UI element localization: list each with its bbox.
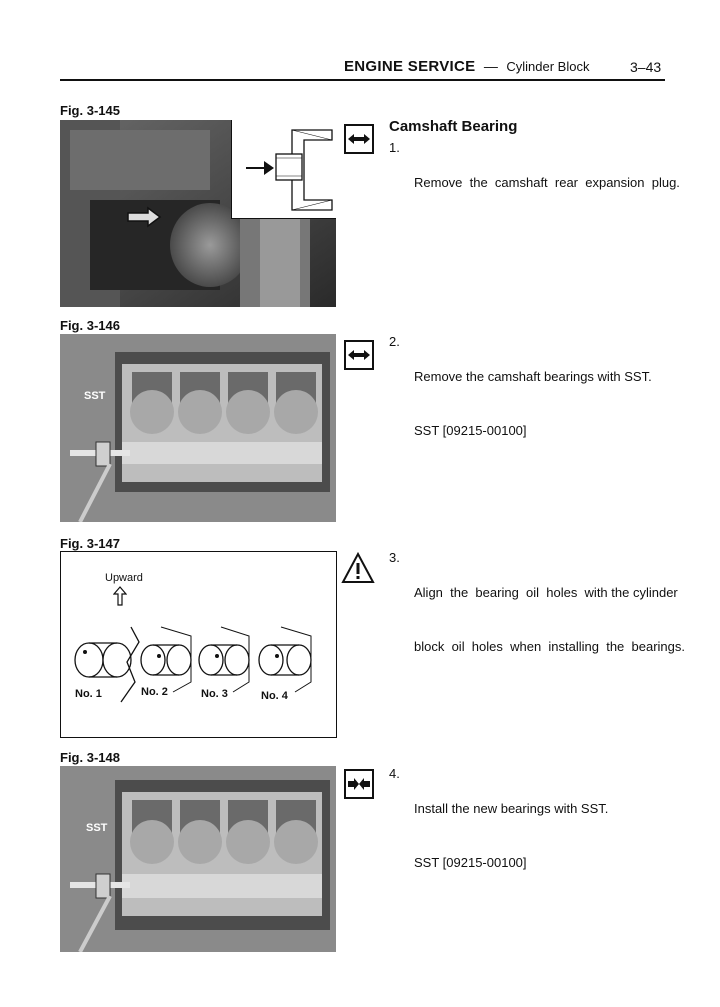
step-number: 3.: [389, 550, 400, 565]
header-rule: [60, 79, 665, 81]
inset-diagram: [231, 120, 336, 219]
cylinder-block-sst-photo: [60, 334, 336, 522]
remove-arrows-icon: [344, 340, 374, 370]
step-number: 4.: [389, 766, 400, 781]
step-number: 2.: [389, 334, 400, 349]
figure-label: Fig. 3-147: [60, 536, 120, 551]
page-header: [344, 58, 589, 76]
step-line: block oil holes when installing the bearings.: [414, 639, 685, 654]
sst-callout: SST: [84, 390, 106, 402]
upward-label: Upward: [105, 572, 143, 584]
step-line: SST [09215-00100]: [414, 423, 527, 438]
step-line: Align the bearing oil holes with the cylinder: [414, 585, 678, 600]
step-text: [414, 138, 680, 210]
caution-icon: [341, 552, 375, 584]
section-title: Camshaft Bearing: [389, 118, 518, 135]
arrow-right-icon: [126, 206, 162, 228]
figure-photo: [60, 766, 336, 952]
header-subtitle: Cylinder Block: [506, 59, 590, 74]
remove-arrows-icon: [344, 124, 374, 154]
figure-label: Fig. 3-148: [60, 750, 120, 765]
bearing-label-no4: No. 4: [261, 690, 288, 702]
step-line: Remove the camshaft rear expansion plug.: [414, 175, 680, 190]
step-line: SST [09215-00100]: [414, 855, 527, 870]
up-arrow-icon: [113, 586, 127, 606]
step-text: [414, 764, 608, 890]
step-text: [414, 548, 685, 674]
step-number: 1.: [389, 140, 400, 155]
header-title: ENGINE SERVICE: [344, 58, 476, 75]
figure-label: Fig. 3-145: [60, 103, 120, 118]
bearing-label-no3: No. 3: [201, 688, 228, 700]
cylinder-block-install-photo: [60, 766, 336, 952]
step-line: Install the new bearings with SST.: [414, 801, 609, 816]
step-text: [414, 332, 652, 458]
page-number: 3–43: [630, 59, 662, 75]
install-arrows-icon: [344, 769, 374, 799]
sst-callout: SST: [86, 822, 108, 834]
bearing-set-drawing: [61, 622, 336, 712]
figure-photo: [60, 120, 336, 307]
bearing-label-no1: No. 1: [75, 688, 102, 700]
bearing-label-no2: No. 2: [141, 686, 168, 698]
header-dash: —: [483, 58, 498, 74]
figure-photo: [60, 334, 336, 522]
bearing-diagram: [60, 551, 337, 738]
step-line: Remove the camshaft bearings with SST.: [414, 369, 652, 384]
figure-label: Fig. 3-146: [60, 318, 120, 333]
